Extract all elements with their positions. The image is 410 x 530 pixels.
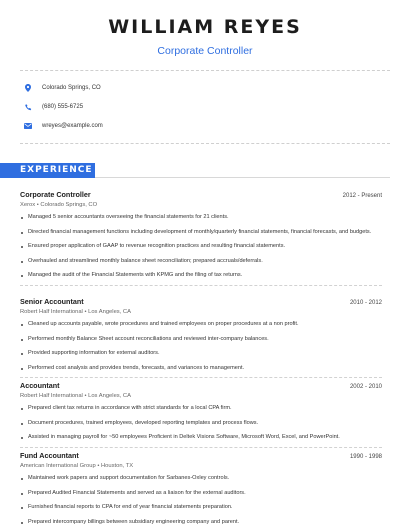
company-name: Robert Half International	[20, 393, 83, 399]
job-bullet: Managed the audit of the Financial Statements with KPMG and the filing of tax returns.	[20, 272, 382, 280]
job-bullet: Cleaned up accounts payable, wrote procedures and trained employees on proper procedures at a non profit.	[20, 321, 382, 329]
job-entry	[20, 451, 382, 530]
contact-phone	[20, 103, 83, 111]
company-location: Los Angeles, CA	[88, 309, 131, 315]
job-bullet: Directed financial management functions including development of monthly/quarterly financial statements, financial forecasts, and budgets.	[20, 229, 382, 237]
job-bullet: Ensured proper application of GAAP to revenue recognition practices and resulting financial statements.	[20, 243, 382, 251]
job-dates: 2002 - 2010	[349, 384, 382, 390]
job-divider	[20, 377, 382, 378]
company-name: Robert Half International	[20, 309, 83, 315]
section-divider	[95, 177, 390, 178]
job-bullets	[20, 214, 382, 280]
contact-email	[20, 122, 103, 130]
company-location: Houston, TX	[101, 463, 134, 469]
candidate-name: WILLIAM REYES	[108, 16, 302, 38]
job-bullet: Prepared client tax returns in accordance with strict standards for a local CPA firm.	[20, 405, 382, 413]
company-name: American International Group	[20, 463, 96, 469]
job-title: Senior Accountant	[20, 297, 84, 306]
job-entry	[20, 190, 382, 286]
resume-header	[0, 0, 410, 58]
job-title-heading: Corporate Controller	[157, 45, 253, 57]
email-text[interactable]: wreyes@example.com	[42, 123, 103, 129]
job-bullets	[20, 405, 382, 442]
contact-info	[20, 70, 390, 144]
company-name: Xerox	[20, 202, 36, 208]
job-dates: 2012 - Present	[342, 193, 382, 199]
job-bullets	[20, 321, 382, 372]
job-bullet: Prepared Audited Financial Statements and served as a liaison for the external auditors.	[20, 490, 382, 498]
job-bullet: Furnished financial reports to CPA for end of year financial statements preparation.	[20, 504, 382, 512]
job-bullet: Prepared intercompany billings between subsidiary engineering company and parent.	[20, 519, 382, 527]
job-bullet: Maintained work papers and support documentation for Sarbanes-Oxley controls.	[20, 475, 382, 483]
map-pin-icon	[24, 84, 32, 92]
job-dates: 1990 - 1998	[349, 454, 382, 460]
envelope-icon	[24, 122, 32, 130]
location-text: Colorado Springs, CO	[42, 85, 101, 91]
job-divider	[20, 285, 382, 286]
phone-text[interactable]: (680) 555-6725	[42, 104, 84, 110]
job-title: Fund Accountant	[20, 451, 79, 460]
job-dates: 2010 - 2012	[349, 300, 382, 306]
job-company-line: American International Group • Houston, TX	[20, 463, 134, 469]
job-entry	[20, 381, 382, 448]
company-location: Colorado Springs, CO	[40, 202, 98, 208]
company-location: Los Angeles, CA	[88, 393, 131, 399]
job-bullets	[20, 475, 382, 526]
job-title: Accountant	[20, 381, 60, 390]
job-bullet: Performed monthly Balance Sheet account reconciliations and reviewed inter-company balances.	[20, 336, 382, 344]
job-bullet: Assisted in managing payroll for ~50 employees Proficient in Deltek Visions Software, Microsoft Word, Excel, and PowerPoint.	[20, 434, 382, 442]
job-bullet: Managed 5 senior accountants overseeing the financial statements for 21 clients.	[20, 214, 382, 222]
job-bullet: Provided supporting information for external auditors.	[20, 350, 382, 358]
phone-icon	[24, 103, 32, 111]
job-company-line: Robert Half International • Los Angeles, CA	[20, 309, 131, 315]
job-company-line: Robert Half International • Los Angeles, CA	[20, 393, 131, 399]
experience-section-heading: EXPERIENCE	[0, 163, 95, 178]
job-bullet: Document procedures, trained employees, developed reporting templates and process flows.	[20, 420, 382, 428]
job-entry	[20, 297, 382, 378]
job-divider	[20, 447, 382, 448]
job-title: Corporate Controller	[20, 190, 91, 199]
job-bullet: Overhauled and streamlined monthly balance sheet reconciliation; prepared accruals/deferrals.	[20, 258, 382, 266]
contact-location	[20, 84, 101, 92]
job-company-line: Xerox • Colorado Springs, CO	[20, 202, 98, 208]
job-bullet: Performed cost analysis and provides trends, forecasts, and variances to management.	[20, 365, 382, 373]
